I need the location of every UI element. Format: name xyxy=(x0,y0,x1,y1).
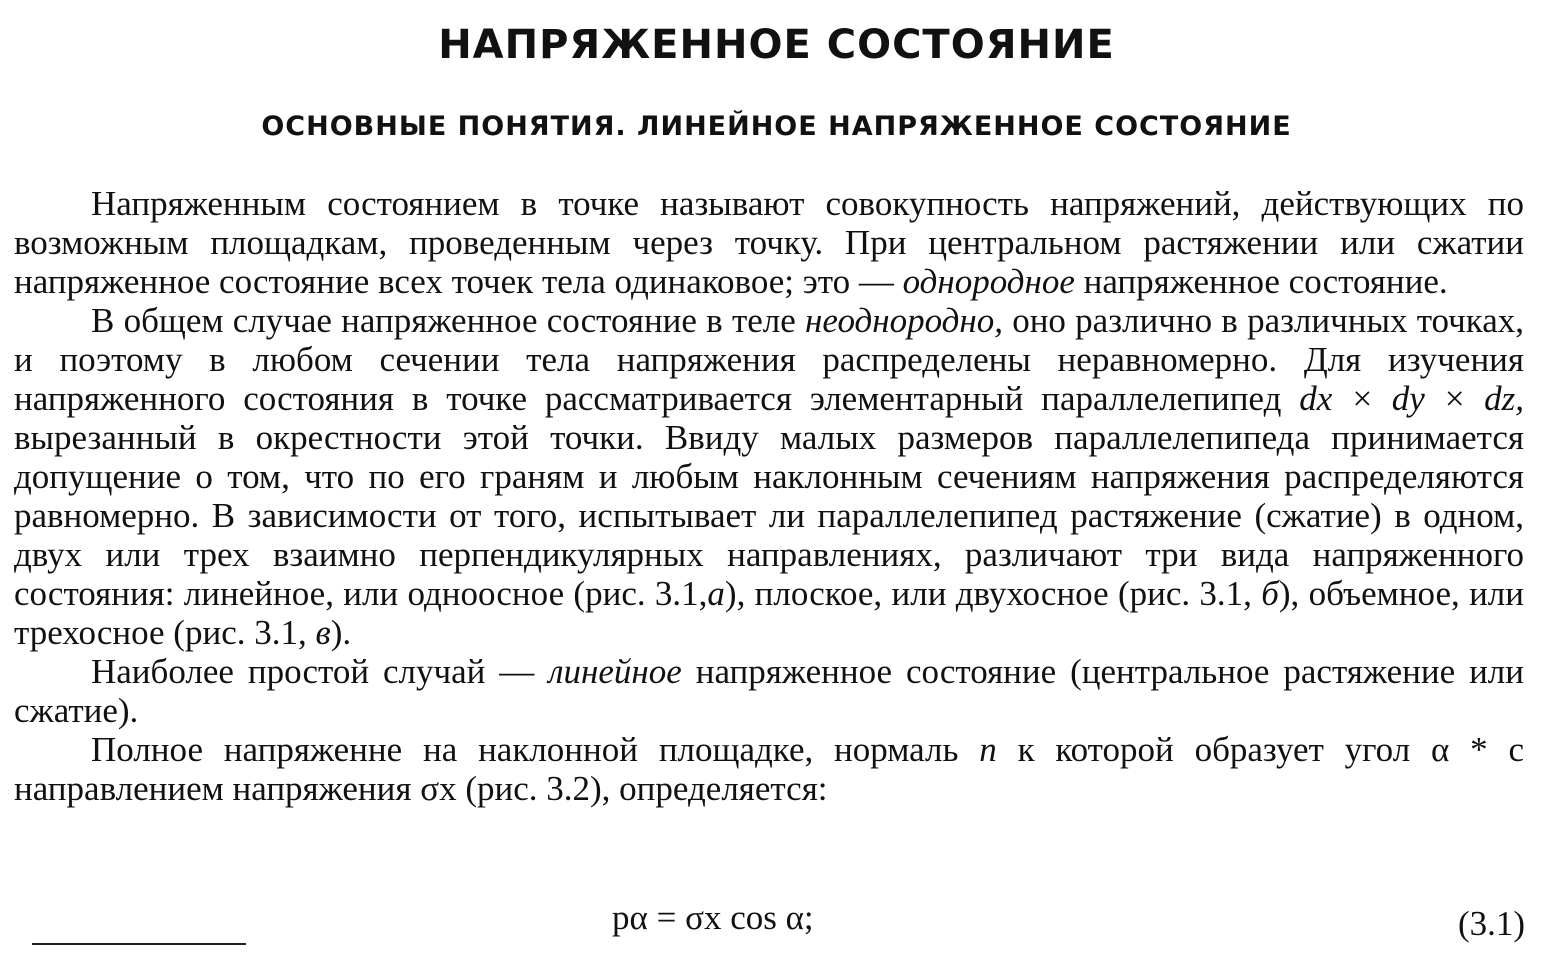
paragraph-2: В общем случае напряженное состояние в теле неоднородно, оно различно в различных точках, и поэтому в любом сечении тела напряжения распределены неравномерно. Для изучения напряженного состояния в точке рассматривается элементарный параллелепипед dx × dy × dz, вырезанный в окрестности этой точки. Ввиду малых размеров параллелепипеда принимается допущение о том, что по его граням и любым наклонным сечениям напряжения распределяются равномерно. В зависимости от того, испытывает ли параллелепипед растяжение (сжатие) в одном, двух или трех взаимно перпендикулярных направлениях, различают три вида напряженного состояния: линейное, или одноосное (рис. 3.1,а), плоское, или двухосное (рис. 3.1, б), объемное, или трехосное (рис. 3.1, в). xyxy=(14,301,1525,652)
footnote-rule xyxy=(32,943,246,945)
equation-number: (3.1) xyxy=(1457,904,1525,943)
equation-expression: pα = σx cos α; xyxy=(612,898,814,937)
paragraph-1: Напряженным состоянием в точке называют совокупность напряжений, действующих по возможным площадкам, проведенным через точку. При центральном растяжении или сжатии напряженное состояние всех точек тела одинаковое; это — однородное напряженное состояние. xyxy=(14,184,1524,301)
paragraph-3: Наиболее простой случай — линейное напряженное состояние (центральное растяжение или сжатие). xyxy=(14,652,1524,730)
page-title: НАПРЯЖЕННОЕ СОСТОЯНИЕ xyxy=(438,22,1115,68)
equation-3-1 xyxy=(0,898,1553,942)
section-subtitle: ОСНОВНЫЕ ПОНЯТИЯ. ЛИНЕЙНОЕ НАПРЯЖЕННОЕ СОСТОЯНИЕ xyxy=(261,111,1292,142)
body-text xyxy=(14,184,1524,808)
paragraph-4: Полное напряженне на наклонной площадке, нормаль n к которой образует угол α * с направлением напряжения σx (рис. 3.2), определяется: xyxy=(14,730,1525,808)
